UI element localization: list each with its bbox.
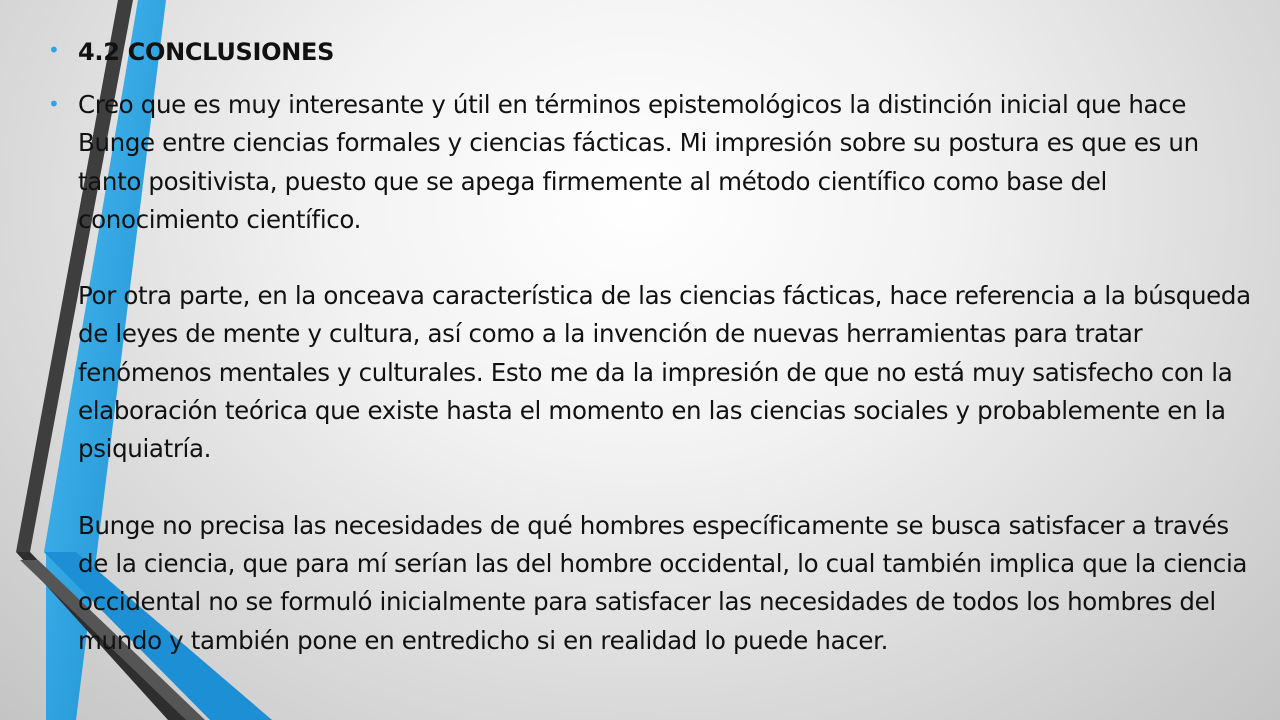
slide-heading: 4.2 CONCLUSIONES (78, 38, 335, 66)
heading-bullet-row (48, 32, 1260, 72)
bullet-icon: • (48, 38, 60, 62)
bullet-icon: • (48, 92, 60, 116)
paragraph-2: Por otra parte, en la onceava característica de las ciencias fácticas, hace referencia a la búsqueda de leyes de mente y cultura, así como a la invención de nuevas herramientas para tratar fenómenos mentales y culturales. Esto me da la impresión de que no está muy satisfecho con la elaboración teórica que existe hasta el momento en las ciencias sociales y probablemente en la psiquiatría. (78, 281, 1251, 464)
paragraph-3: Bunge no precisa las necesidades de qué hombres específicamente se busca satisfacer a través de la ciencia, que para mí serían las del hombre occidental, lo cual también implica que la ciencia occidental no se formuló inicialmente para satisfacer las necesidades de todos los hombres del mundo y también pone en entredicho si en realidad lo puede hacer. (78, 510, 1248, 655)
body-bullet-row (48, 86, 1260, 660)
paragraph-1: Creo que es muy interesante y útil en términos epistemológicos la distinción inicial que hace Bunge entre ciencias formales y ciencias fácticas. Mi impresión sobre su postura es que es un tanto positivista, puesto que se apega firmemente al método científico como base del conocimiento científico. (78, 90, 1199, 234)
slide-content (48, 32, 1260, 660)
